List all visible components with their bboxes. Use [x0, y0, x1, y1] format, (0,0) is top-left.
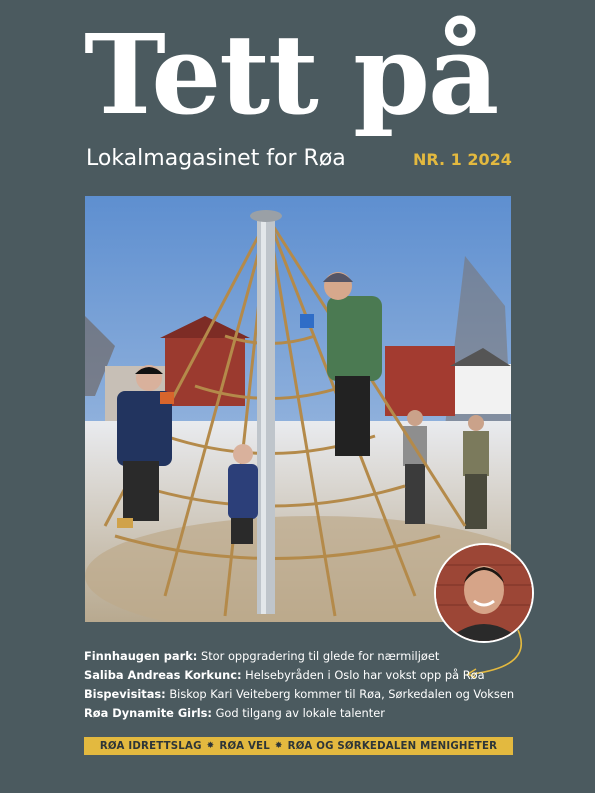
masthead-title: Tett på	[84, 10, 498, 139]
headline-finnhaugen: Finnhaugen park: Stor oppgradering til glede for nærmiljøet	[84, 649, 440, 663]
issue-number: NR. 1 2024	[413, 150, 512, 169]
headline-dynamite-girls: Røa Dynamite Girls: God tilgang av lokale talenter	[84, 706, 385, 720]
publisher-idrettslag: RØA IDRETTSLAG	[99, 740, 202, 752]
star-separator-icon: ✸	[274, 741, 283, 751]
publisher-vel: RØA VEL	[219, 740, 270, 752]
headline-bispevisitas: Bispevisitas: Biskop Kari Veiteberg kommer til Røa, Sørkedalen og Voksen	[84, 687, 515, 701]
masthead-subtitle: Lokalmagasinet for Røa	[86, 146, 346, 171]
headline-saliba: Saliba Andreas Korkunc: Helsebyråden i Oslo har vokst opp på Røa	[84, 668, 485, 682]
publisher-bar	[84, 737, 513, 755]
headlines-list	[84, 647, 544, 723]
star-separator-icon: ✸	[206, 741, 215, 751]
publisher-menigheter: RØA OG SØRKEDALEN MENIGHETER	[287, 740, 498, 752]
